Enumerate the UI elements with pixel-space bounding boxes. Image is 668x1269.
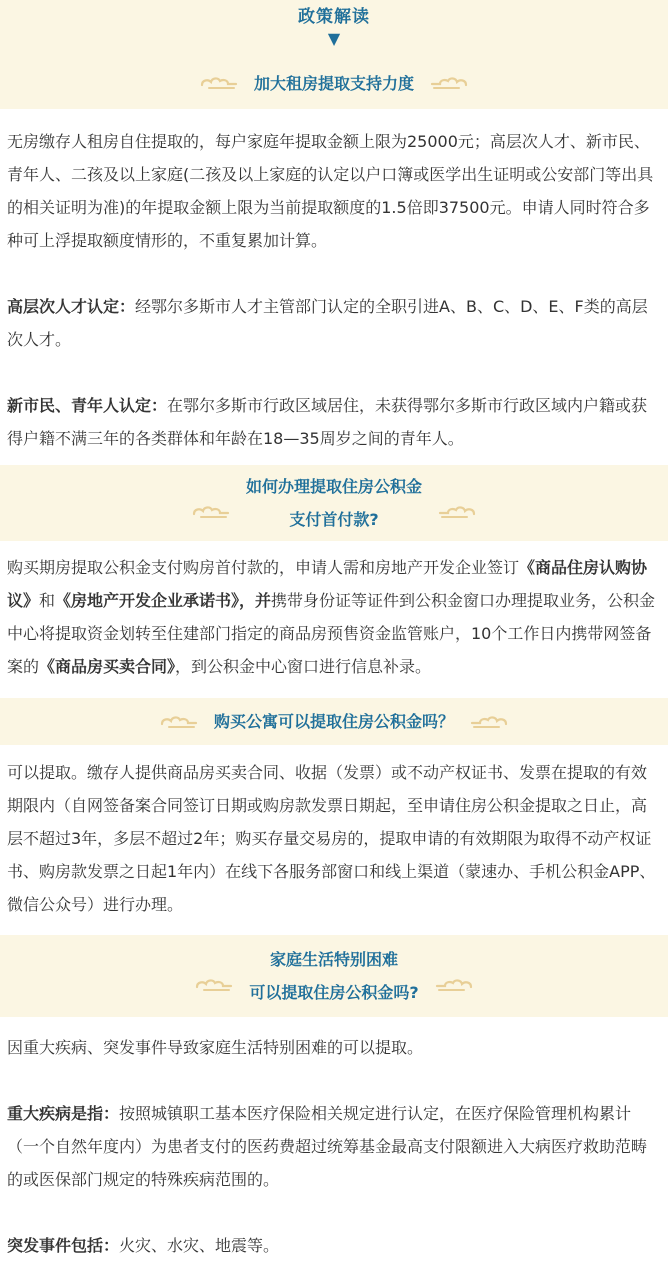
- section-body-hardship: [0, 1017, 668, 1262]
- paragraph: [7, 1229, 661, 1262]
- policy-header: [0, 0, 668, 57]
- document-name: 《商品房买卖合同》: [39, 657, 176, 676]
- section-title: 购买公寓可以提取住房公积金吗？: [213, 712, 454, 731]
- cloud-ornament-icon: [192, 505, 230, 519]
- section-title-line: 家庭生活特别困难: [269, 950, 398, 969]
- section-title-line: 如何办理提取住房公积金: [245, 477, 422, 496]
- cloud-ornament-icon: [200, 76, 238, 90]
- section-heading-hardship: [0, 935, 668, 1017]
- section-heading-downpay: [0, 465, 668, 541]
- cloud-ornament-icon: [430, 76, 468, 90]
- section-title-line: 可以提取住房公积金吗?: [249, 983, 419, 1002]
- cloud-ornament-icon: [195, 978, 233, 992]
- section-heading-apartment: [0, 698, 668, 745]
- definition-text: 按照城镇职工基本医疗保险相关规定进行认定，在医疗保险管理机构累计（一个自然年度内）为患者支付的医药费超过统筹基金最高支付限额进入大病医疗救助范畴的或医保部门规定的特殊疾病范围的。: [7, 1104, 648, 1189]
- section-title: 加大租房提取支持力度: [253, 73, 414, 93]
- definition-text: 经鄂尔多斯市人才主管部门认定的全职引进A、B、C、D、E、F类的高层次人才。: [7, 297, 648, 349]
- paragraph: [7, 389, 661, 455]
- definition-text: 在鄂尔多斯市行政区域居住，未获得鄂尔多斯市行政区域内户籍或获得户籍不满三年的各类群体和年龄在18—35周岁之间的青年人。: [7, 396, 648, 448]
- text-run: ，到公积金中心窗口进行信息补录。: [175, 657, 432, 676]
- paragraph: [7, 551, 661, 683]
- section-title-line: 支付首付款?: [289, 510, 379, 529]
- paragraph: 无房缴存人租房自住提取的，每户家庭年提取金额上限为25000元；高层次人才、新市民、青年人、二孩及以上家庭(二孩及以上家庭的认定以户口簿或医学出生证明或公安部门等出具的相关证明为准)的年提取金额上限为当前提取额度的1.5倍即37500元。申请人同时符合多种可上浮提取额度情形的，不重复累加计算。: [7, 132, 654, 250]
- document-name: 《商品住房认购协议》: [7, 558, 648, 610]
- paragraph: [7, 290, 661, 356]
- document-name: 《房地产开发企业承诺书》，并: [55, 591, 272, 610]
- down-arrow-icon: ▼: [327, 29, 341, 48]
- definition-text: 火灾、水灾、地震等。: [119, 1236, 280, 1255]
- paragraph: [7, 1097, 661, 1196]
- paragraph: 因重大疾病、突发事件导致家庭生活特别困难的可以提取。: [7, 1038, 424, 1057]
- cloud-ornament-icon: [470, 715, 508, 729]
- definition-label: 突发事件包括：: [7, 1236, 120, 1255]
- text-run: 购买期房提取公积金支付购房首付款的，申请人需和房地产开发企业签订: [7, 558, 520, 577]
- definition-label: 新市民、青年人认定：: [7, 396, 168, 415]
- page-title: 政策解读: [298, 7, 370, 27]
- section-heading-rent: [0, 57, 668, 109]
- text-run: 和: [39, 591, 56, 610]
- definition-label: 高层次人才认定：: [7, 297, 136, 316]
- section-title: [246, 470, 422, 536]
- cloud-ornament-icon: [435, 978, 473, 992]
- section-body-rent: [0, 109, 668, 455]
- definition-label: 重大疾病是指：: [7, 1104, 120, 1123]
- section-body-apartment: [0, 745, 668, 921]
- paragraph: 可以提取。缴存人提供商品房买卖合同、收据（发票）或不动产权证书、发票在提取的有效期限内（自网签备案合同签订日期或购房款发票日期起，至申请住房公积金提取之日止，高层不超过3年，多层不超过2年；购买存量交易房的，提取申请的有效期限为取得不动产权证书、购房款发票之日起1年内）在线下各服务部窗口和线上渠道（蒙速办、手机公积金APP、微信公众号）进行办理。: [7, 763, 656, 914]
- text-run: 携带身份证等证件到公积金窗口办理提取业务，公积金中心将提取资金划转至住建部门指定的商品房预售资金监管账户，10个工作日内携带网签备案的: [7, 591, 656, 676]
- cloud-ornament-icon: [438, 505, 476, 519]
- section-body-downpay: [0, 541, 668, 683]
- section-title: [249, 943, 418, 1009]
- cloud-ornament-icon: [160, 715, 198, 729]
